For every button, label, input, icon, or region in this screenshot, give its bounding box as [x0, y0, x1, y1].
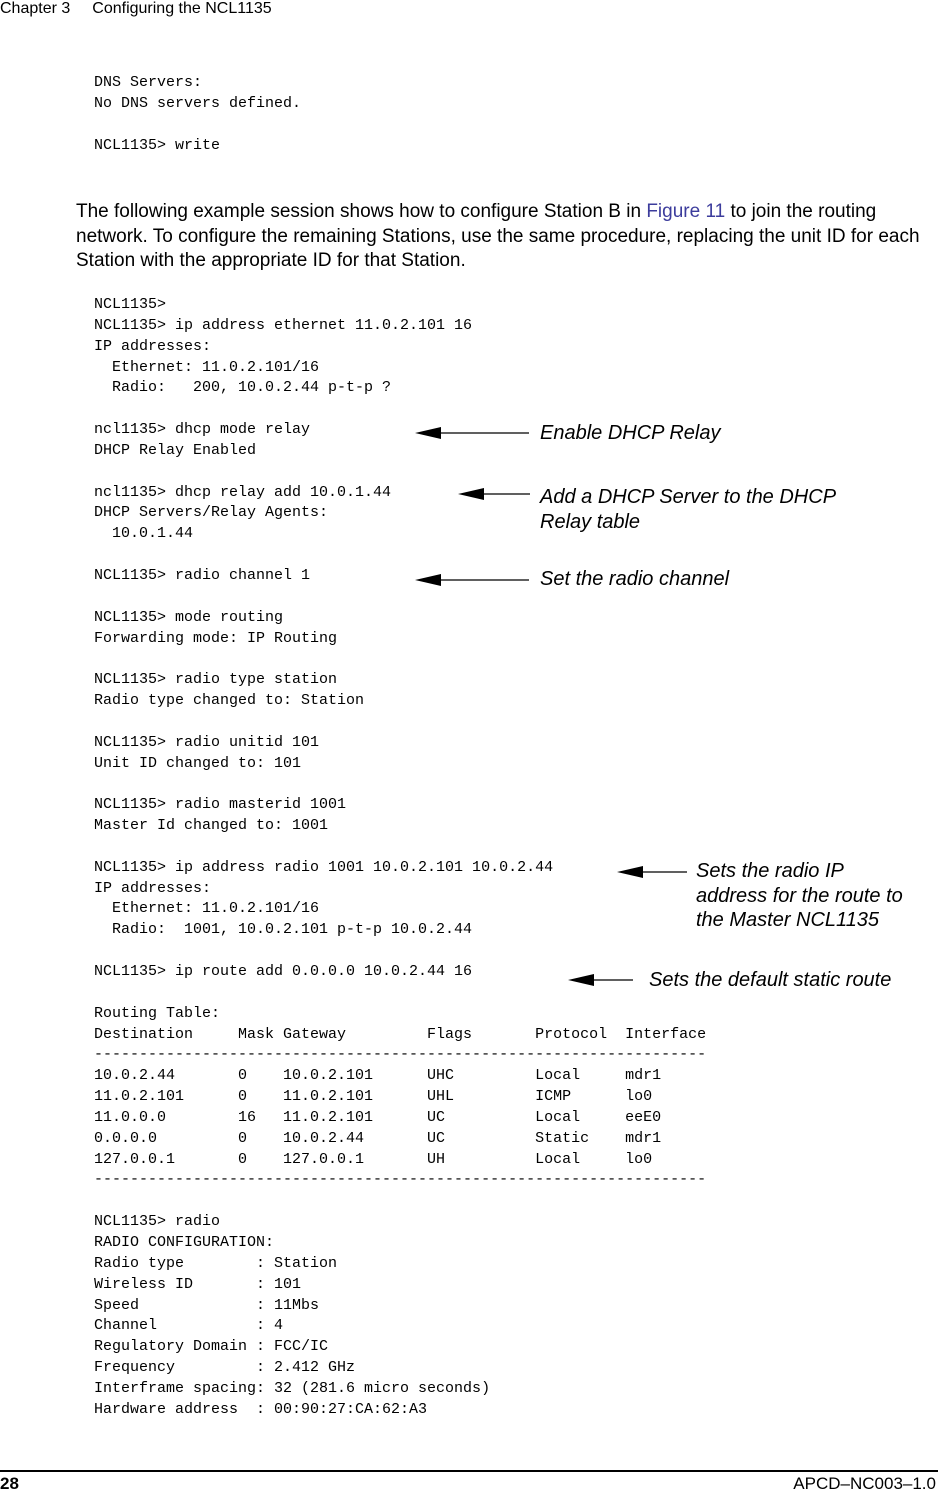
code-line: Routing Table:	[94, 1004, 221, 1022]
document-id: APCD–NC003–1.0	[793, 1474, 936, 1493]
code-line: NCL1135> write	[94, 136, 221, 154]
code-line: Radio type : Station	[94, 1254, 338, 1272]
annotation-radio-ip: Sets the radio IP address for the route to the Master NCL1135	[696, 860, 903, 931]
code-line: --------------------------------------------------------------------	[94, 1171, 707, 1189]
arrow-left-icon	[617, 863, 689, 881]
code-line: 10.0.1.44	[94, 525, 194, 543]
code-line: NCL1135>	[94, 296, 167, 313]
code-line: Unit ID changed to: 101	[94, 754, 302, 772]
code-line: NCL1135> radio	[94, 1213, 221, 1231]
session-code-block	[94, 295, 706, 1421]
code-line	[94, 941, 706, 962]
code-line: NCL1135> radio type station	[94, 671, 338, 689]
code-line: IP addresses:	[94, 337, 212, 355]
code-line: ncl1135> dhcp relay add 10.0.1.44	[94, 483, 392, 501]
code-line: Master Id changed to: 1001	[94, 817, 329, 835]
arrow-left-icon	[415, 424, 531, 442]
code-line: Regulatory Domain : FCC/IC	[94, 1338, 329, 1356]
code-line: NCL1135> mode routing	[94, 608, 284, 626]
code-line	[94, 115, 301, 136]
annotation-radio-channel: Set the radio channel	[540, 568, 730, 590]
code-line: 11.0.2.101 0 11.0.2.101 UHL ICMP lo0	[94, 1088, 653, 1106]
code-line: Ethernet: 11.0.2.101/16	[94, 358, 320, 376]
annotation-dhcp-server: Add a DHCP Server to the DHCP Relay table	[540, 486, 837, 533]
code-line	[94, 649, 706, 670]
code-line: Radio type changed to: Station	[94, 692, 365, 710]
code-line: No DNS servers defined.	[94, 94, 302, 112]
code-line: Frequency : 2.412 GHz	[94, 1359, 356, 1377]
arrow-left-icon	[458, 485, 532, 503]
running-header	[0, 0, 272, 18]
code-line: Hardware address : 00:90:27:CA:62:A3	[94, 1400, 428, 1418]
intro-paragraph: The following example session shows how to configure Station B in Figure 11 to join the routing network. To configure the remaining Stations, use the same procedure, replacing the unit ID for each Station with the appropriate ID for that Station.	[76, 201, 920, 271]
arrow-left-icon	[568, 971, 635, 989]
code-line: NCL1135> radio masterid 1001	[94, 796, 347, 814]
code-line: DHCP Relay Enabled	[94, 441, 257, 459]
code-line: IP addresses:	[94, 879, 212, 897]
code-line	[94, 462, 706, 483]
annotation-default-route: Sets the default static route	[649, 969, 892, 991]
code-line	[94, 837, 706, 858]
code-line: --------------------------------------------------------------------	[94, 1046, 707, 1064]
code-line: Destination Mask Gateway Flags Protocol Interface	[94, 1025, 707, 1043]
code-line: DHCP Servers/Relay Agents:	[94, 504, 329, 522]
footer-rule	[0, 1470, 938, 1472]
chapter-title: Configuring the NCL1135	[92, 0, 272, 17]
code-line: 10.0.2.44 0 10.0.2.101 UHC Local mdr1	[94, 1067, 662, 1085]
code-line: Interframe spacing: 32 (281.6 micro seconds)	[94, 1379, 491, 1397]
code-line: 0.0.0.0 0 10.0.2.44 UC Static mdr1	[94, 1129, 662, 1147]
code-line: Speed : 11Mbs	[94, 1296, 320, 1314]
code-line: Wireless ID : 101	[94, 1275, 302, 1293]
code-line: Channel : 4	[94, 1317, 284, 1335]
arrow-left-icon	[415, 571, 531, 589]
code-line	[94, 1191, 706, 1212]
code-line: Forwarding mode: IP Routing	[94, 629, 338, 647]
code-line: NCL1135> radio unitid 101	[94, 733, 320, 751]
code-line	[94, 545, 706, 566]
code-line: NCL1135> ip address ethernet 11.0.2.101 16	[94, 316, 473, 334]
figure-link[interactable]: Figure 11	[646, 201, 726, 222]
code-line: ncl1135> dhcp mode relay	[94, 421, 311, 439]
code-line: Radio: 200, 10.0.2.44 p-t-p ?	[94, 379, 392, 397]
top-code-block	[94, 73, 301, 156]
code-line: DNS Servers:	[94, 74, 203, 91]
code-line: 11.0.0.0 16 11.0.2.101 UC Local eeE0	[94, 1108, 662, 1126]
code-line: Ethernet: 11.0.2.101/16	[94, 900, 320, 918]
code-line: NCL1135> radio channel 1	[94, 566, 311, 584]
annotation-enable-dhcp-relay: Enable DHCP Relay	[540, 422, 721, 444]
code-line	[94, 774, 706, 795]
code-line	[94, 712, 706, 733]
code-line	[94, 399, 706, 420]
code-line: RADIO CONFIGURATION:	[94, 1233, 275, 1251]
code-line: NCL1135> ip address radio 1001 10.0.2.101 10.0.2.44	[94, 858, 554, 876]
page-number: 28	[0, 1474, 19, 1493]
chapter-label: Chapter 3	[0, 0, 71, 17]
code-line: 127.0.0.1 0 127.0.0.1 UH Local lo0	[94, 1150, 653, 1168]
code-line: Radio: 1001, 10.0.2.101 p-t-p 10.0.2.44	[94, 921, 473, 939]
code-line: NCL1135> ip route add 0.0.0.0 10.0.2.44 16	[94, 963, 473, 980]
